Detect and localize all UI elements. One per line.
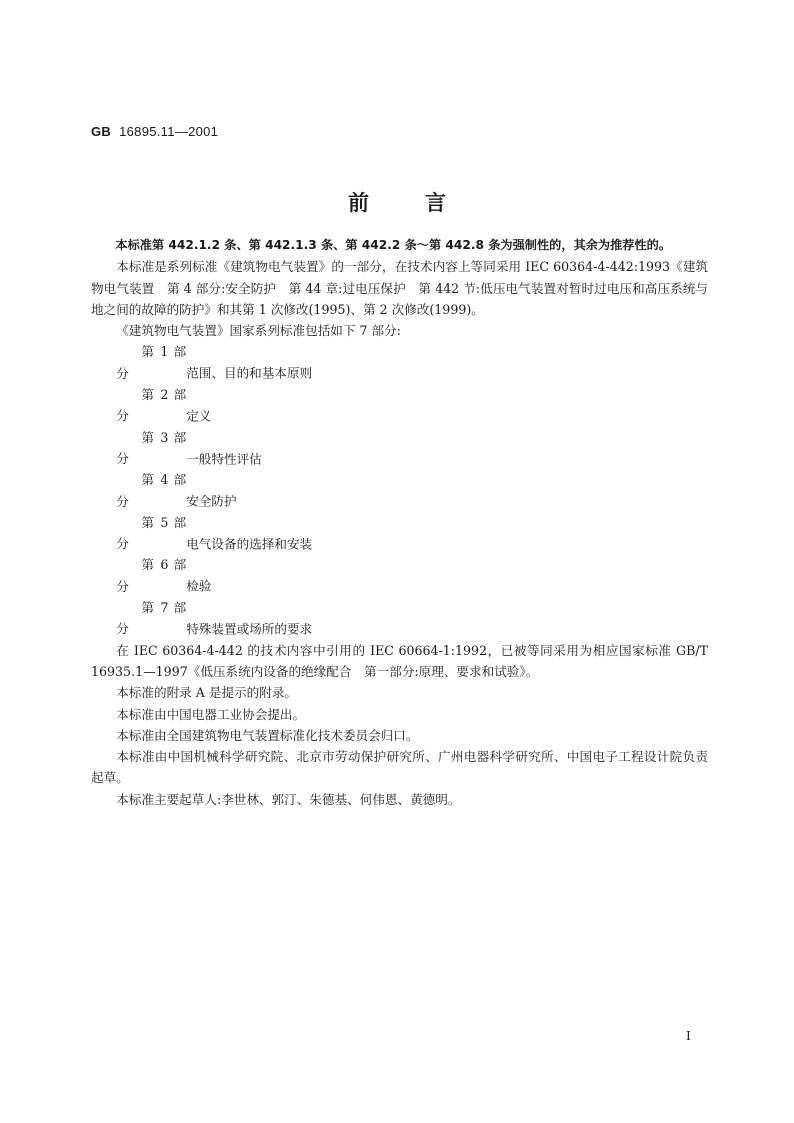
page-title bbox=[0, 187, 794, 217]
part-number: 第 6 部分 bbox=[116, 557, 187, 594]
part-name: 范围、目的和基本原则 bbox=[186, 365, 313, 381]
standard-prefix: GB bbox=[91, 124, 112, 139]
foreword-body bbox=[91, 235, 708, 810]
title-char-2: 言 bbox=[425, 190, 446, 215]
part-list-item bbox=[91, 512, 708, 555]
part-name: 检验 bbox=[186, 578, 212, 594]
part-number: 第 2 部分 bbox=[116, 387, 187, 424]
part-number: 第 3 部分 bbox=[116, 429, 187, 466]
part-name: 特殊装置或场所的要求 bbox=[186, 621, 313, 637]
series-intro: 《建筑物电气装置》国家系列标准包括如下 7 部分: bbox=[116, 323, 401, 339]
part-name: 电气设备的选择和安装 bbox=[186, 536, 313, 552]
reference-paragraph: 在 IEC 60364-4-442 的技术内容中引用的 IEC 60664-1:1992，已被等同采用为相应国家标准 GB/T 16935.1—1997《低压系统内设备的绝缘配合 第一部分:原理、要求和试验》。 bbox=[91, 642, 708, 679]
part-list-item bbox=[91, 554, 708, 597]
part-list-item bbox=[91, 384, 708, 427]
standard-code-header bbox=[91, 124, 218, 139]
part-name: 定义 bbox=[186, 408, 212, 424]
part-number: 第 7 部分 bbox=[116, 600, 187, 637]
part-name: 一般特性评估 bbox=[186, 450, 262, 466]
annex-paragraph: 本标准的附录 A 是提示的附录。 bbox=[116, 685, 298, 701]
part-number: 第 1 部分 bbox=[116, 344, 187, 381]
mandatory-statement: 本标准第 442.1.2 条、第 442.1.3 条、第 442.2 条～第 442.8 条为强制性的，其余为推荐性的。 bbox=[115, 238, 672, 252]
part-number: 第 4 部分 bbox=[116, 472, 187, 509]
part-list-item bbox=[91, 341, 708, 384]
proposer-paragraph: 本标准由中国电器工业协会提出。 bbox=[116, 706, 306, 722]
part-list-item bbox=[91, 469, 708, 512]
part-name: 安全防护 bbox=[186, 493, 237, 509]
drafters-paragraph: 本标准主要起草人:李世林、郭汀、朱德基、何伟恩、黄德明。 bbox=[116, 791, 461, 807]
standard-number: 16895.11—2001 bbox=[119, 124, 219, 139]
page-number: I bbox=[686, 1029, 691, 1043]
part-number: 第 5 部分 bbox=[116, 514, 187, 552]
part-list-item bbox=[91, 597, 708, 640]
part-list-item bbox=[91, 427, 708, 470]
title-char-1: 前 bbox=[348, 190, 369, 215]
committee-paragraph: 本标准由全国建筑物电气装置标准化技术委员会归口。 bbox=[116, 727, 419, 743]
intro-paragraph: 本标准是系列标准《建筑物电气装置》的一部分，在技术内容上等同采用 IEC 60364-4-442:1993《建筑物电气装置 第 4 部分:安全防护 第 44 章:过电压保护 第 442 节:低压电气装置对暂时过电压和高压系统与地之间的故障的防护》和其第 1 次修改(1995)、第 2 次修改(1999)。 bbox=[91, 259, 708, 317]
drafting-units-paragraph: 本标准由中国机械科学研究院、北京市劳动保护研究所、广州电器科学研究所、中国电子工程设计院负责起草。 bbox=[91, 749, 708, 786]
